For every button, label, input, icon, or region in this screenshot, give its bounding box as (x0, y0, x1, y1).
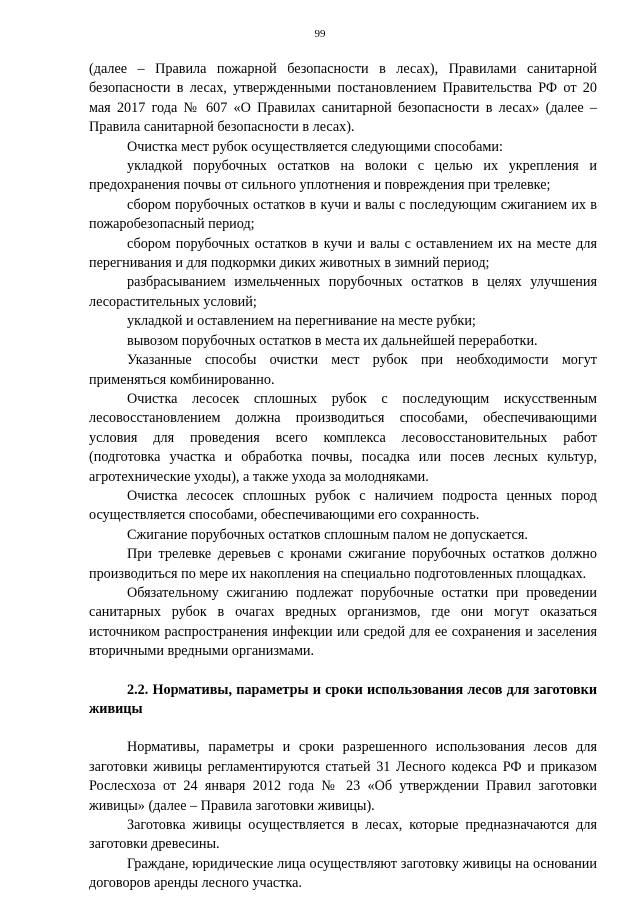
list-item: разбрасыванием измельченных порубочных остатков в целях улучшения лесорастительных условий; (89, 274, 597, 310)
paragraph: Сжигание порубочных остатков сплошным палом не допускается. (127, 526, 528, 543)
section-heading: 2.2. Нормативы, параметры и сроки использования лесов для заготовки живицы (89, 681, 597, 717)
paragraph: Указанные способы очистки мест рубок при необходимости могут применяться комбинированно. (89, 352, 597, 388)
list-item: сбором порубочных остатков в кучи и валы с последующим сжиганием их в пожаробезопасный период; (89, 196, 597, 233)
page-number: 99 (314, 28, 326, 40)
list-item: укладкой порубочных остатков на волоки с целью их укрепления и предохранения почвы от сильного уплотнения и повреждения при трелевке; (89, 158, 597, 194)
paragraph-continuation: (далее – Правила пожарной безопасности в лесах), Правилами санитарной безопасности в лесах, утвержденными постановлением Правительства РФ от 20 мая 2017 года № 607 «О Правилах санитарной безопасности в лесах» (далее – Правила санитарной безопасности в лесах). (89, 61, 597, 136)
list-item: сбором порубочных остатков в кучи и валы с оставлением их на месте для перегнивания и для подкормки диких животных в зимний период; (89, 235, 597, 272)
paragraph: Очистка лесосек сплошных рубок с наличием подроста ценных пород осуществляется способами, обеспечивающими его сохранность. (89, 487, 597, 524)
paragraph: При трелевке деревьев с кронами сжигание порубочных остатков должно производиться по мере их накопления на специально подготовленных площадках. (89, 546, 597, 582)
paragraph: Заготовка живицы осуществляется в лесах, которые предназначаются для заготовки древесины. (89, 817, 597, 853)
list-item: вывозом порубочных остатков в места их дальнейшей переработки. (127, 332, 538, 349)
paragraph: Очистка мест рубок осуществляется следующими способами: (127, 138, 503, 155)
paragraph: Нормативы, параметры и сроки разрешенного использования лесов для заготовки живицы регламентируются статьей 31 Лесного кодекса РФ и приказом Рослесхоза от 24 января 2012 года № 23 «Об утверждении Правил заготовки живицы» (далее – Правила заготовки живицы). (89, 739, 597, 814)
paragraph: Граждане, юридические лица осуществляют заготовку живицы на основании договоров аренды лесного участка. (89, 855, 597, 892)
document-body (89, 60, 597, 894)
list-item: укладкой и оставлением на перегнивание на месте рубки; (127, 313, 476, 330)
paragraph: Обязательному сжиганию подлежат порубочные остатки при проведении санитарных рубок в очагах вредных организмов, где они могут оказаться источником распространения инфекции или средой для ее сохранения и заселения вторичными вредными организмами. (89, 584, 597, 660)
paragraph: Очистка лесосек сплошных рубок с последующим искусственным лесовосстановлением должна производиться способами, обеспечивающими условия для проведения всего комплекса лесовосстановительных работ (подготовка участка и обработка почвы, посадка или посев лесных культур, агротехнические уходы), а также ухода за молодняками. (89, 390, 597, 485)
